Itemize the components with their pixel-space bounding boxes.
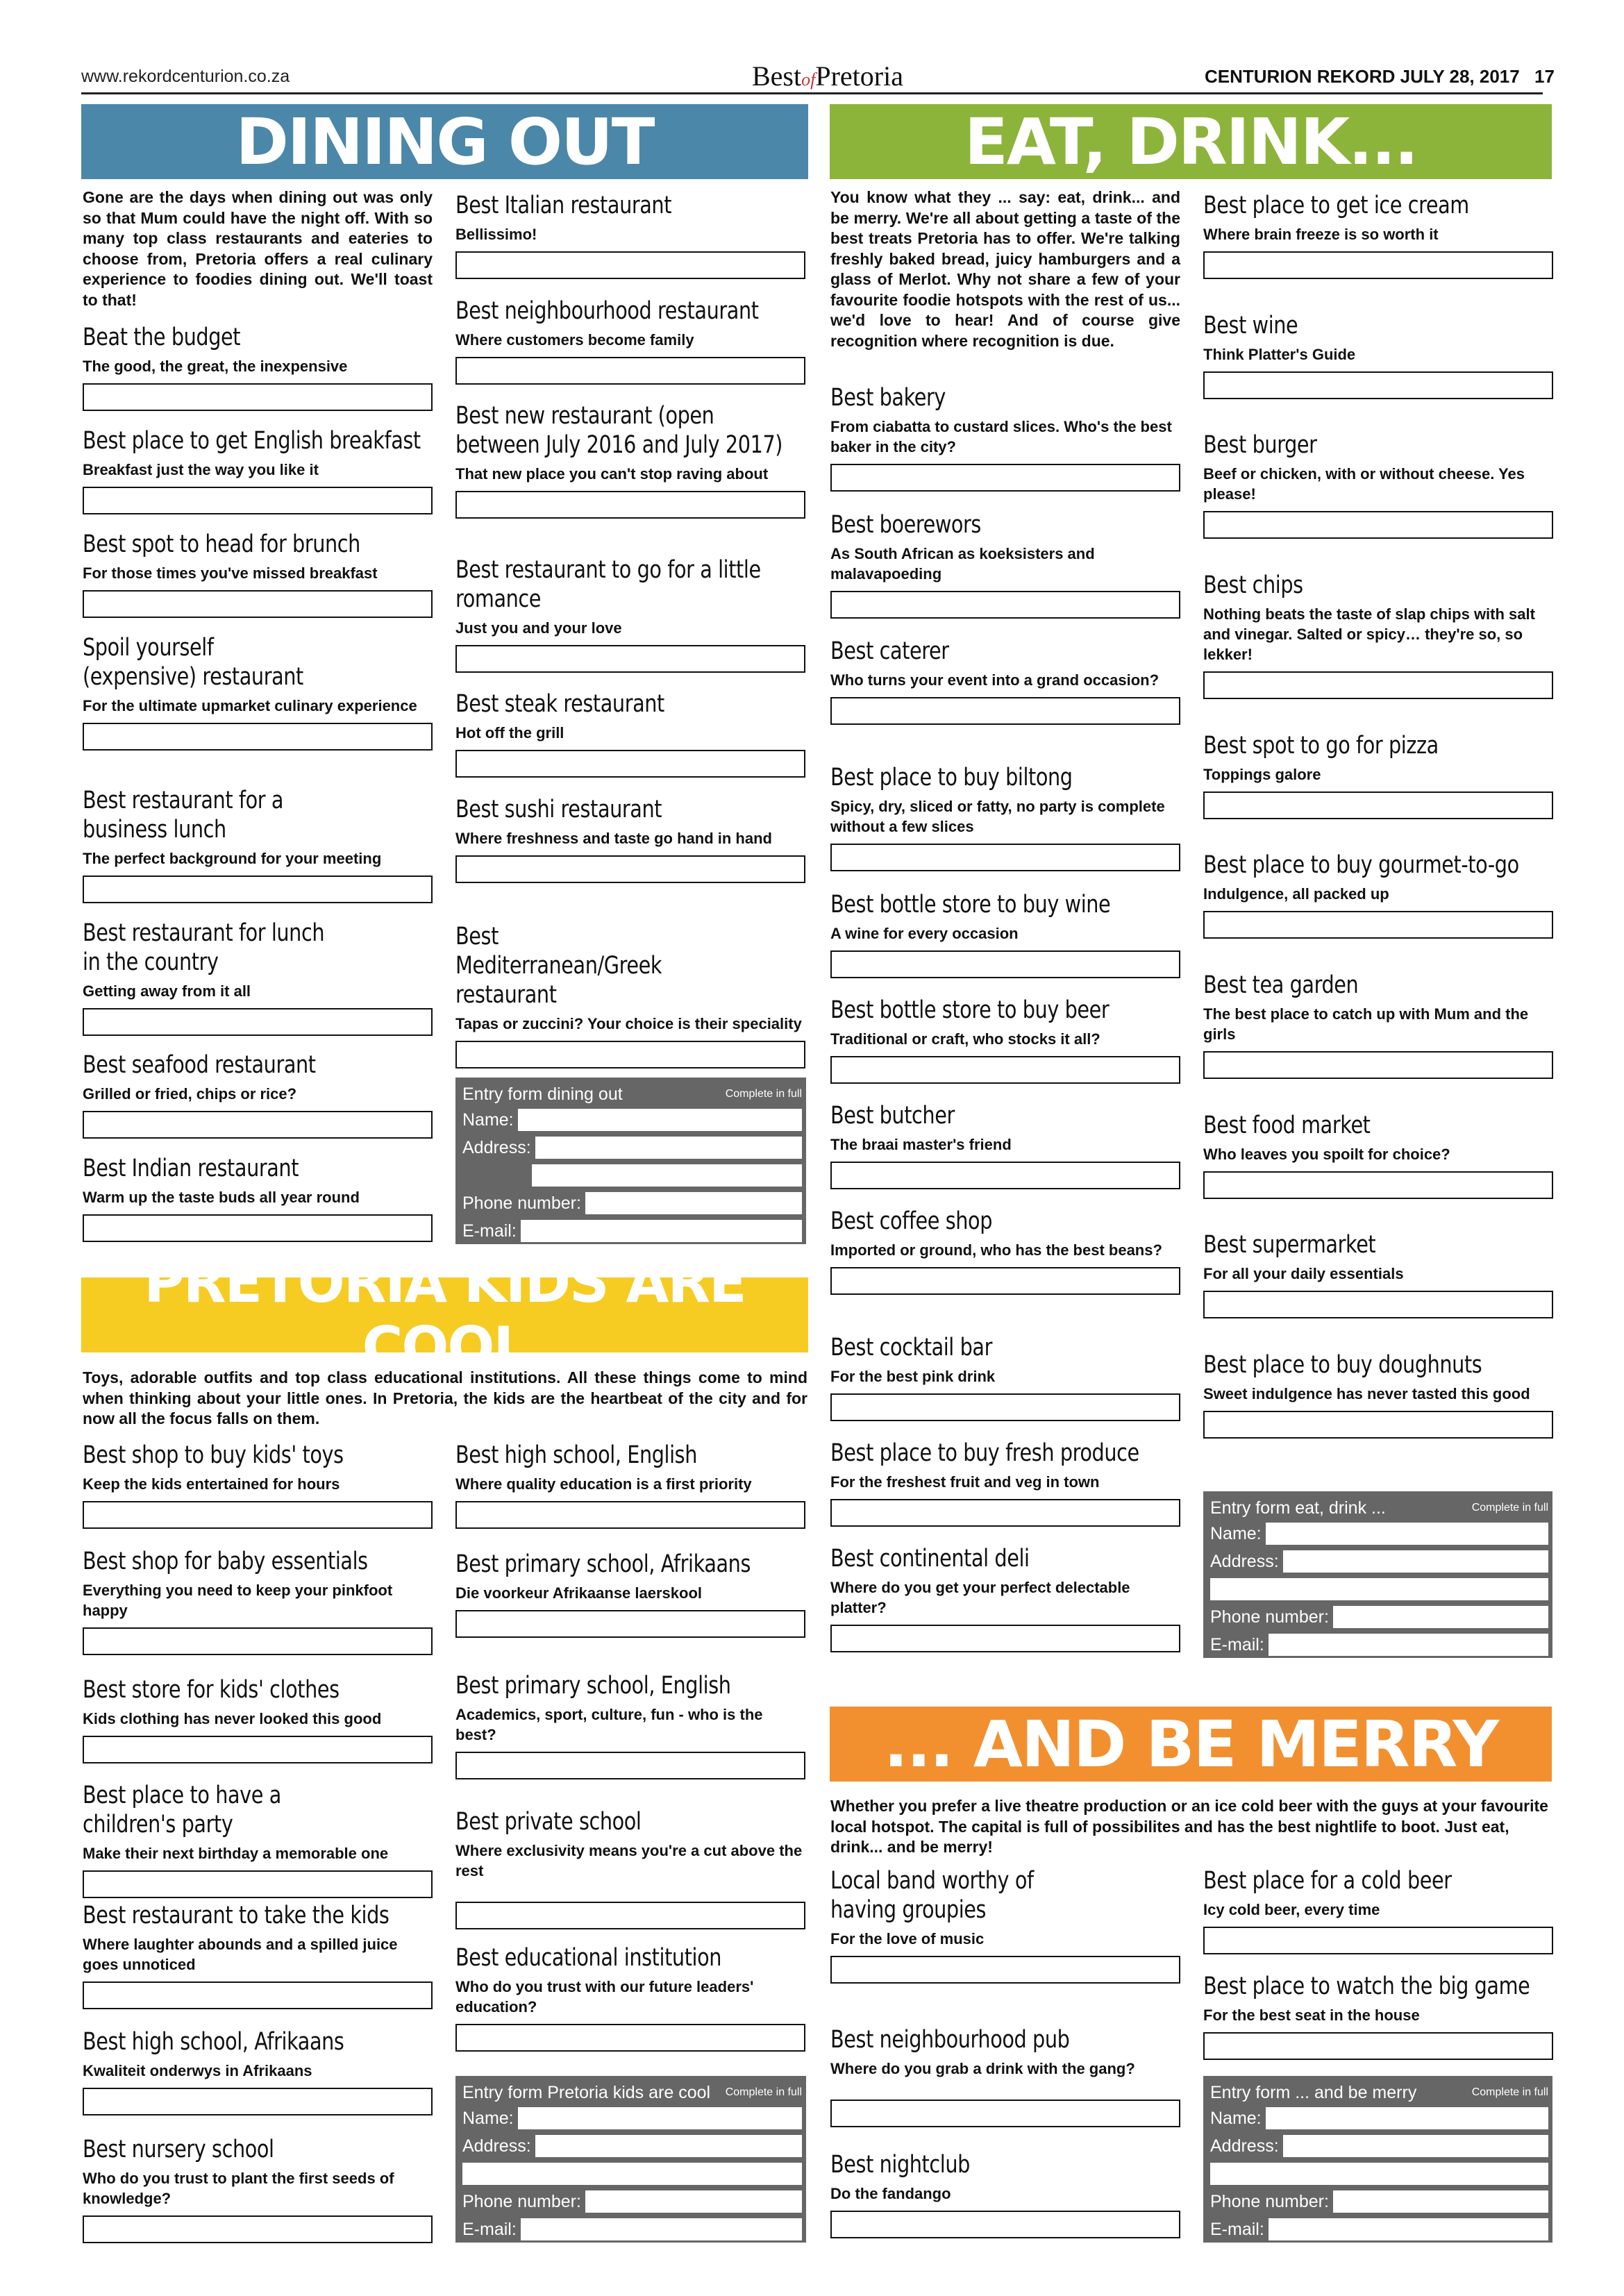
category-title: Best cocktail bar <box>830 1334 992 1361</box>
category-title: Best high school, English <box>455 1441 698 1469</box>
category-title: Best place for a cold beer <box>1203 1867 1452 1895</box>
category-title: Best sushi restaurant <box>455 796 662 823</box>
category-subtitle: The good, the great, the inexpensive <box>83 358 348 375</box>
category-subtitle: That new place you can't stop raving about <box>455 465 769 483</box>
kids-intro: Toys, adorable outfits and top class educational institutions. All these things come to mind when thinking about your little ones. In Pretoria, the kids are the heartbeat of the city and for now all the focus falls on them. <box>83 1368 807 1427</box>
vote-input[interactable] <box>455 1610 805 1638</box>
category-title: Best Indian restaurant <box>83 1155 299 1182</box>
category-subtitle: Where exclusivity means you're a cut above the rest <box>455 1842 803 1879</box>
email-label: E-mail: <box>462 1221 517 1241</box>
category-subtitle: Tapas or zuccini? Your choice is their speciality <box>455 1015 802 1032</box>
vote-input[interactable] <box>1203 791 1553 819</box>
category-subtitle: Hot off the grill <box>455 724 564 741</box>
category-item <box>83 426 433 514</box>
category-title: Best place to buy doughnuts <box>1203 1351 1482 1379</box>
merry-banner: ... AND BE MERRY <box>830 1707 1552 1782</box>
category-subtitle: Just you and your love <box>455 619 622 637</box>
vote-input[interactable] <box>455 1501 805 1529</box>
name-label: Name: <box>462 2108 514 2128</box>
vote-input[interactable] <box>830 1056 1180 1084</box>
category-title: Best boerewors <box>830 511 981 539</box>
phone-label: Phone number: <box>462 1193 581 1213</box>
category-title: Best place to buy gourmet-to-go <box>1203 851 1519 879</box>
category-title: Best wine <box>1203 312 1298 340</box>
category-item <box>830 1866 1180 1984</box>
vote-input[interactable] <box>455 645 805 673</box>
address-field[interactable] <box>1283 2135 1548 2157</box>
category-subtitle: Do the fandango <box>830 2185 951 2202</box>
category-subtitle: For the best seat in the house <box>1203 2006 1420 2024</box>
category-subtitle: Where brain freeze is so worth it <box>1203 226 1439 243</box>
vote-input[interactable] <box>830 1499 1180 1527</box>
category-subtitle: As South African as koeksisters and malavapoeding <box>830 545 1095 583</box>
category-subtitle: Think Platter's Guide <box>1203 346 1356 363</box>
entry-form-eat <box>1203 1491 1552 1658</box>
category-subtitle: Kids clothing has never looked this good <box>83 1710 382 1727</box>
category-subtitle: Academics, sport, culture, fun - who is the best? <box>455 1706 763 1743</box>
category-subtitle: A wine for every occasion <box>830 925 1019 942</box>
entry-form-kids <box>455 2076 806 2243</box>
phone-label: Phone number: <box>462 2191 581 2211</box>
category-title: Best supermarket <box>1203 1231 1376 1259</box>
category-title: Best chips <box>1203 571 1303 599</box>
dining-intro: Gone are the days when dining out was only so that Mum could have the night off. With so many top class restaurants and eateries to choose from, Pretoria offers a real culinary experience to foodies dining out. We'll toast to that! <box>83 188 433 309</box>
category-title: Best tea garden <box>1203 971 1359 999</box>
phone-label: Phone number: <box>1210 1607 1329 1627</box>
vote-input[interactable] <box>83 1981 433 2009</box>
publication-date: CENTURION REKORD JULY 28, 2017 <box>1205 66 1520 87</box>
category-subtitle: Toppings galore <box>1203 766 1321 783</box>
kids-banner: PRETORIA KIDS ARE COOL <box>81 1277 808 1352</box>
vote-input[interactable] <box>830 950 1180 978</box>
category-item <box>83 786 433 903</box>
masthead-of: of <box>801 69 816 90</box>
vote-input[interactable] <box>83 2088 433 2115</box>
category-subtitle: Sweet indulgence has never tasted this good <box>1203 1385 1530 1402</box>
category-item <box>455 1943 805 2052</box>
vote-input[interactable] <box>83 1736 433 1763</box>
vote-input[interactable] <box>455 251 805 279</box>
category-item <box>83 1675 433 1763</box>
vote-input[interactable] <box>830 697 1180 725</box>
name-field[interactable] <box>518 1109 802 1131</box>
category-title: Best food market <box>1203 1112 1371 1139</box>
category-title: Best private school <box>455 1808 642 1836</box>
category-subtitle: Traditional or craft, who stocks it all? <box>830 1030 1100 1048</box>
category-subtitle: Who turns your event into a grand occasion? <box>830 671 1160 689</box>
category-title: Best Italian restaurant <box>455 192 672 219</box>
category-subtitle: Die voorkeur Afrikaanse laerskool <box>455 1584 703 1602</box>
category-title: Best shop to buy kids' toys <box>83 1441 344 1469</box>
address-label: Address: <box>462 2136 531 2156</box>
category-item <box>1203 1972 1553 2060</box>
entry-form-note: Complete in full <box>1471 1502 1548 1514</box>
category-title: Best place to buy biltong <box>830 764 1073 791</box>
category-item <box>830 1333 1180 1421</box>
vote-input[interactable] <box>83 487 433 514</box>
category-title: Best Mediterranean/Greek restaurant <box>455 923 662 1009</box>
entry-form-title: Entry form ... and be merry <box>1210 2082 1417 2102</box>
category-title: Best new restaurant (open between July 2016 and July 2017) <box>455 402 783 459</box>
masthead-best: Best <box>752 60 802 92</box>
category-title: Local band worthy of having groupies <box>830 1867 1034 1924</box>
vote-input[interactable] <box>83 1111 433 1139</box>
category-item <box>83 1547 433 1655</box>
name-label: Name: <box>1210 1523 1262 1543</box>
phone-label: Phone number: <box>1210 2191 1329 2211</box>
category-item <box>83 2027 433 2115</box>
entry-form-title: Entry form eat, drink ... <box>1210 1498 1386 1518</box>
vote-input[interactable] <box>455 2024 805 2052</box>
name-field[interactable] <box>1266 1523 1548 1545</box>
vote-input[interactable] <box>83 875 433 903</box>
page-number: 17 <box>1534 66 1555 87</box>
email-field[interactable] <box>521 1220 802 1242</box>
category-item <box>830 890 1180 978</box>
address-field[interactable] <box>535 1137 802 1159</box>
category-item <box>83 2135 433 2243</box>
category-item <box>455 689 805 778</box>
category-item <box>830 1544 1180 1652</box>
website-url[interactable]: www.rekordcenturion.co.za <box>81 67 290 86</box>
vote-input[interactable] <box>1203 1171 1553 1199</box>
phone-field[interactable] <box>1333 1606 1548 1628</box>
vote-input[interactable] <box>830 1162 1180 1189</box>
category-title: Best restaurant for a business lunch <box>83 787 283 844</box>
category-subtitle: Icy cold beer, every time <box>1203 1901 1380 1918</box>
category-item <box>83 530 433 618</box>
vote-input[interactable] <box>830 464 1180 492</box>
phone-field[interactable] <box>585 1192 802 1214</box>
category-title: Best restaurant for lunch in the country <box>83 919 325 976</box>
vote-input[interactable] <box>455 1041 805 1069</box>
vote-input[interactable] <box>1203 511 1553 539</box>
category-item <box>1203 430 1553 539</box>
vote-input[interactable] <box>455 491 805 519</box>
vote-input[interactable] <box>455 1902 805 1929</box>
address-field[interactable] <box>1283 1550 1548 1573</box>
category-title: Best high school, Afrikaans <box>83 2028 344 2056</box>
vote-input[interactable] <box>1203 251 1553 279</box>
phone-field[interactable] <box>1333 2190 1548 2213</box>
category-item <box>455 296 805 385</box>
vote-input[interactable] <box>83 1627 433 1655</box>
eat-intro: You know what they ... say: eat, drink... and be merry. We're all about getting a taste of the best treats Pretoria has to offer. We're talking freshly baked bread, juicy hamburgers and a glass of Merlot. Why not share a few of your favourite foodie hotspots with the rest of us... we'd love to hear! And of course give recognition where recognition is due. <box>830 188 1180 350</box>
category-title: Best place to get ice cream <box>1203 192 1469 219</box>
category-item <box>455 922 805 1069</box>
category-title: Best place to watch the big game <box>1203 1972 1530 2000</box>
category-title: Best neighbourhood restaurant <box>455 297 759 325</box>
address-field-line2[interactable] <box>532 1164 802 1187</box>
vote-input[interactable] <box>1203 1051 1553 1079</box>
entry-form-note: Complete in full <box>1471 2086 1548 2098</box>
category-title: Best place to get English breakfast <box>83 427 421 455</box>
category-item <box>830 2150 1180 2238</box>
category-item <box>83 323 433 411</box>
category-item <box>83 1441 433 1529</box>
category-subtitle: Indulgence, all packed up <box>1203 885 1389 903</box>
category-item <box>83 1901 433 2009</box>
category-title: Best burger <box>1203 431 1317 459</box>
category-title: Best steak restaurant <box>455 690 664 718</box>
category-item <box>83 919 433 1036</box>
category-subtitle: Everything you need to keep your pinkfoot happy <box>83 1582 393 1619</box>
eat-drink-banner: EAT, DRINK... <box>830 104 1552 179</box>
category-item <box>1203 1230 1553 1318</box>
vote-input[interactable] <box>83 1214 433 1242</box>
address-field-line2[interactable] <box>1210 1578 1548 1600</box>
category-item <box>455 1671 805 1779</box>
category-item <box>1203 971 1553 1079</box>
category-title: Spoil yourself (expensive) restaurant <box>83 634 303 691</box>
category-subtitle: The perfect background for your meeting <box>83 850 382 867</box>
category-item <box>83 1154 433 1242</box>
vote-input[interactable] <box>830 591 1180 619</box>
category-item <box>455 191 805 279</box>
category-title: Best primary school, Afrikaans <box>455 1550 751 1578</box>
category-subtitle: For the love of music <box>830 1930 985 1947</box>
category-title: Best restaurant to go for a little romance <box>455 556 761 613</box>
vote-input[interactable] <box>83 723 433 751</box>
category-subtitle: For those times you've missed breakfast <box>83 564 378 582</box>
vote-input[interactable] <box>83 1501 433 1529</box>
entry-form-dining <box>455 1078 806 1244</box>
vote-input[interactable] <box>455 1752 805 1779</box>
category-item <box>83 1050 433 1139</box>
entry-form-note: Complete in full <box>725 1088 802 1100</box>
vote-input[interactable] <box>1203 1291 1553 1318</box>
category-subtitle: Nothing beats the taste of slap chips with salt and vinegar. Salted or spicy… they're so, so lekker! <box>1203 605 1535 663</box>
category-item <box>1203 191 1553 279</box>
name-label: Name: <box>1210 2108 1262 2128</box>
category-item <box>830 996 1180 1084</box>
vote-input[interactable] <box>1203 1411 1553 1439</box>
name-field[interactable] <box>518 2107 802 2129</box>
entry-form-title: Entry form dining out <box>462 1084 623 1104</box>
email-label: E-mail: <box>1210 1634 1264 1654</box>
category-title: Best caterer <box>830 637 949 665</box>
category-title: Best shop for baby essentials <box>83 1548 368 1575</box>
category-item <box>830 383 1180 492</box>
category-item <box>1203 850 1553 939</box>
category-subtitle: Who do you trust with our future leaders' education? <box>455 1978 754 2016</box>
category-item <box>455 1441 805 1529</box>
category-title: Best store for kids' clothes <box>83 1676 340 1704</box>
vote-input[interactable] <box>455 855 805 883</box>
vote-input[interactable] <box>830 1956 1180 1984</box>
entry-form-merry <box>1203 2076 1552 2243</box>
category-title: Best butcher <box>830 1102 955 1130</box>
category-subtitle: Who leaves you spoilt for choice? <box>1203 1146 1450 1163</box>
category-title: Best nightclub <box>830 2151 970 2179</box>
category-item <box>83 633 433 751</box>
phone-field[interactable] <box>585 2190 802 2213</box>
address-label: Address: <box>1210 1551 1279 1571</box>
category-title: Best place to have a children's party <box>83 1782 281 1838</box>
vote-input[interactable] <box>1203 371 1553 399</box>
vote-input[interactable] <box>830 1393 1180 1421</box>
name-field[interactable] <box>1266 2107 1548 2129</box>
category-title: Best spot to go for pizza <box>1203 732 1439 760</box>
category-subtitle: Where freshness and taste go hand in hand <box>455 830 772 847</box>
category-item <box>1203 571 1553 699</box>
category-item <box>83 1781 433 1898</box>
category-subtitle: The best place to catch up with Mum and the girls <box>1203 1005 1529 1043</box>
category-subtitle: Warm up the taste buds all year round <box>83 1189 360 1206</box>
category-title: Best restaurant to take the kids <box>83 1902 390 1929</box>
category-title: Best coffee shop <box>830 1207 993 1235</box>
category-item <box>830 1439 1180 1527</box>
category-item <box>830 510 1180 619</box>
category-subtitle: Bellissimo! <box>455 226 537 243</box>
vote-input[interactable] <box>83 383 433 411</box>
name-label: Name: <box>462 1109 514 1130</box>
category-item <box>1203 1350 1553 1439</box>
category-subtitle: Where customers become family <box>455 331 694 349</box>
vote-input[interactable] <box>1203 1927 1553 1954</box>
category-subtitle: Where laughter abounds and a spilled juice goes unnoticed <box>83 1936 398 1973</box>
vote-input[interactable] <box>455 357 805 385</box>
category-item <box>1203 1866 1553 1954</box>
masthead-logo <box>752 60 903 92</box>
vote-input[interactable] <box>830 844 1180 871</box>
category-item <box>455 1807 805 1929</box>
email-field[interactable] <box>521 2218 802 2240</box>
category-title: Best nursery school <box>83 2136 274 2163</box>
vote-input[interactable] <box>830 1625 1180 1652</box>
category-title: Best educational institution <box>455 1944 722 1972</box>
address-field-line2[interactable] <box>1210 2163 1548 2185</box>
category-subtitle: Where quality education is a first priority <box>455 1475 752 1493</box>
category-item <box>830 763 1180 871</box>
masthead-city: Pretoria <box>815 60 903 92</box>
category-item <box>830 1101 1180 1189</box>
category-subtitle: Make their next birthday a memorable one <box>83 1845 389 1862</box>
vote-input[interactable] <box>83 590 433 618</box>
category-subtitle: Breakfast just the way you like it <box>83 461 319 478</box>
entry-form-title: Entry form Pretoria kids are cool <box>462 2082 711 2102</box>
category-subtitle: Imported or ground, who has the best beans? <box>830 1241 1162 1259</box>
category-title: Best bakery <box>830 384 946 412</box>
category-item <box>455 1550 805 1638</box>
category-subtitle: Grilled or fried, chips or rice? <box>83 1085 297 1103</box>
category-item <box>455 401 805 519</box>
vote-input[interactable] <box>1203 911 1553 939</box>
dining-out-banner: DINING OUT <box>81 104 808 179</box>
category-item <box>830 637 1180 725</box>
category-item <box>1203 311 1553 399</box>
email-label: E-mail: <box>462 2219 517 2239</box>
category-title: Best spot to head for brunch <box>83 530 360 558</box>
address-field[interactable] <box>535 2135 802 2157</box>
category-title: Best neighbourhood pub <box>830 2026 1070 2054</box>
vote-input[interactable] <box>83 1008 433 1036</box>
address-label: Address: <box>1210 2136 1279 2156</box>
category-subtitle: For all your daily essentials <box>1203 1265 1404 1282</box>
vote-input[interactable] <box>83 2215 433 2243</box>
category-subtitle: Spicy, dry, sliced or fatty, no party is complete without a few slices <box>830 798 1165 835</box>
vote-input[interactable] <box>1203 2032 1553 2060</box>
category-title: Best place to buy fresh produce <box>830 1439 1139 1467</box>
category-title: Best primary school, English <box>455 1672 731 1700</box>
address-field-line2[interactable] <box>462 2163 802 2185</box>
vote-input[interactable] <box>1203 671 1553 699</box>
vote-input[interactable] <box>83 1870 433 1898</box>
category-title: Best bottle store to buy wine <box>830 891 1111 919</box>
email-field[interactable] <box>1269 2218 1548 2240</box>
category-subtitle: The braai master's friend <box>830 1136 1012 1153</box>
category-item <box>455 795 805 883</box>
category-subtitle: For the freshest fruit and veg in town <box>830 1473 1100 1491</box>
merry-intro: Whether you prefer a live theatre production or an ice cold beer with the guys at your favourite local hotspot. The capital is full of possibilites and has the best nightlife to boot. Just eat, drink... and be merry! <box>830 1797 1548 1856</box>
category-title: Best continental deli <box>830 1545 1030 1573</box>
entry-form-note: Complete in full <box>725 2086 802 2098</box>
category-subtitle: Who do you trust to plant the first seeds of knowledge? <box>83 2170 394 2207</box>
category-item <box>1203 1111 1553 1199</box>
category-subtitle: Getting away from it all <box>83 982 251 1000</box>
category-subtitle: Where do you grab a drink with the gang? <box>830 2060 1135 2077</box>
category-subtitle: For the ultimate upmarket culinary experience <box>83 697 417 714</box>
category-subtitle: From ciabatta to custard slices. Who's the best baker in the city? <box>830 418 1172 455</box>
category-item <box>455 555 805 673</box>
header-rule <box>81 92 1543 94</box>
category-item <box>830 2025 1180 2127</box>
category-item <box>1203 731 1553 819</box>
category-item <box>830 1207 1180 1295</box>
address-label: Address: <box>462 1137 531 1157</box>
category-title: Best seafood restaurant <box>83 1051 316 1079</box>
vote-input[interactable] <box>830 2100 1180 2127</box>
category-title: Beat the budget <box>83 324 241 351</box>
email-field[interactable] <box>1269 1634 1548 1656</box>
category-subtitle: Kwaliteit onderwys in Afrikaans <box>83 2062 312 2079</box>
category-title: Best bottle store to buy beer <box>830 996 1110 1024</box>
category-subtitle: Keep the kids entertained for hours <box>83 1475 340 1493</box>
email-label: E-mail: <box>1210 2219 1264 2239</box>
category-subtitle: Beef or chicken, with or without cheese. Yes please! <box>1203 465 1525 503</box>
vote-input[interactable] <box>830 2211 1180 2238</box>
category-subtitle: Where do you get your perfect delectable platter? <box>830 1579 1130 1616</box>
vote-input[interactable] <box>830 1267 1180 1295</box>
vote-input[interactable] <box>455 750 805 778</box>
category-subtitle: For the best pink drink <box>830 1368 996 1385</box>
